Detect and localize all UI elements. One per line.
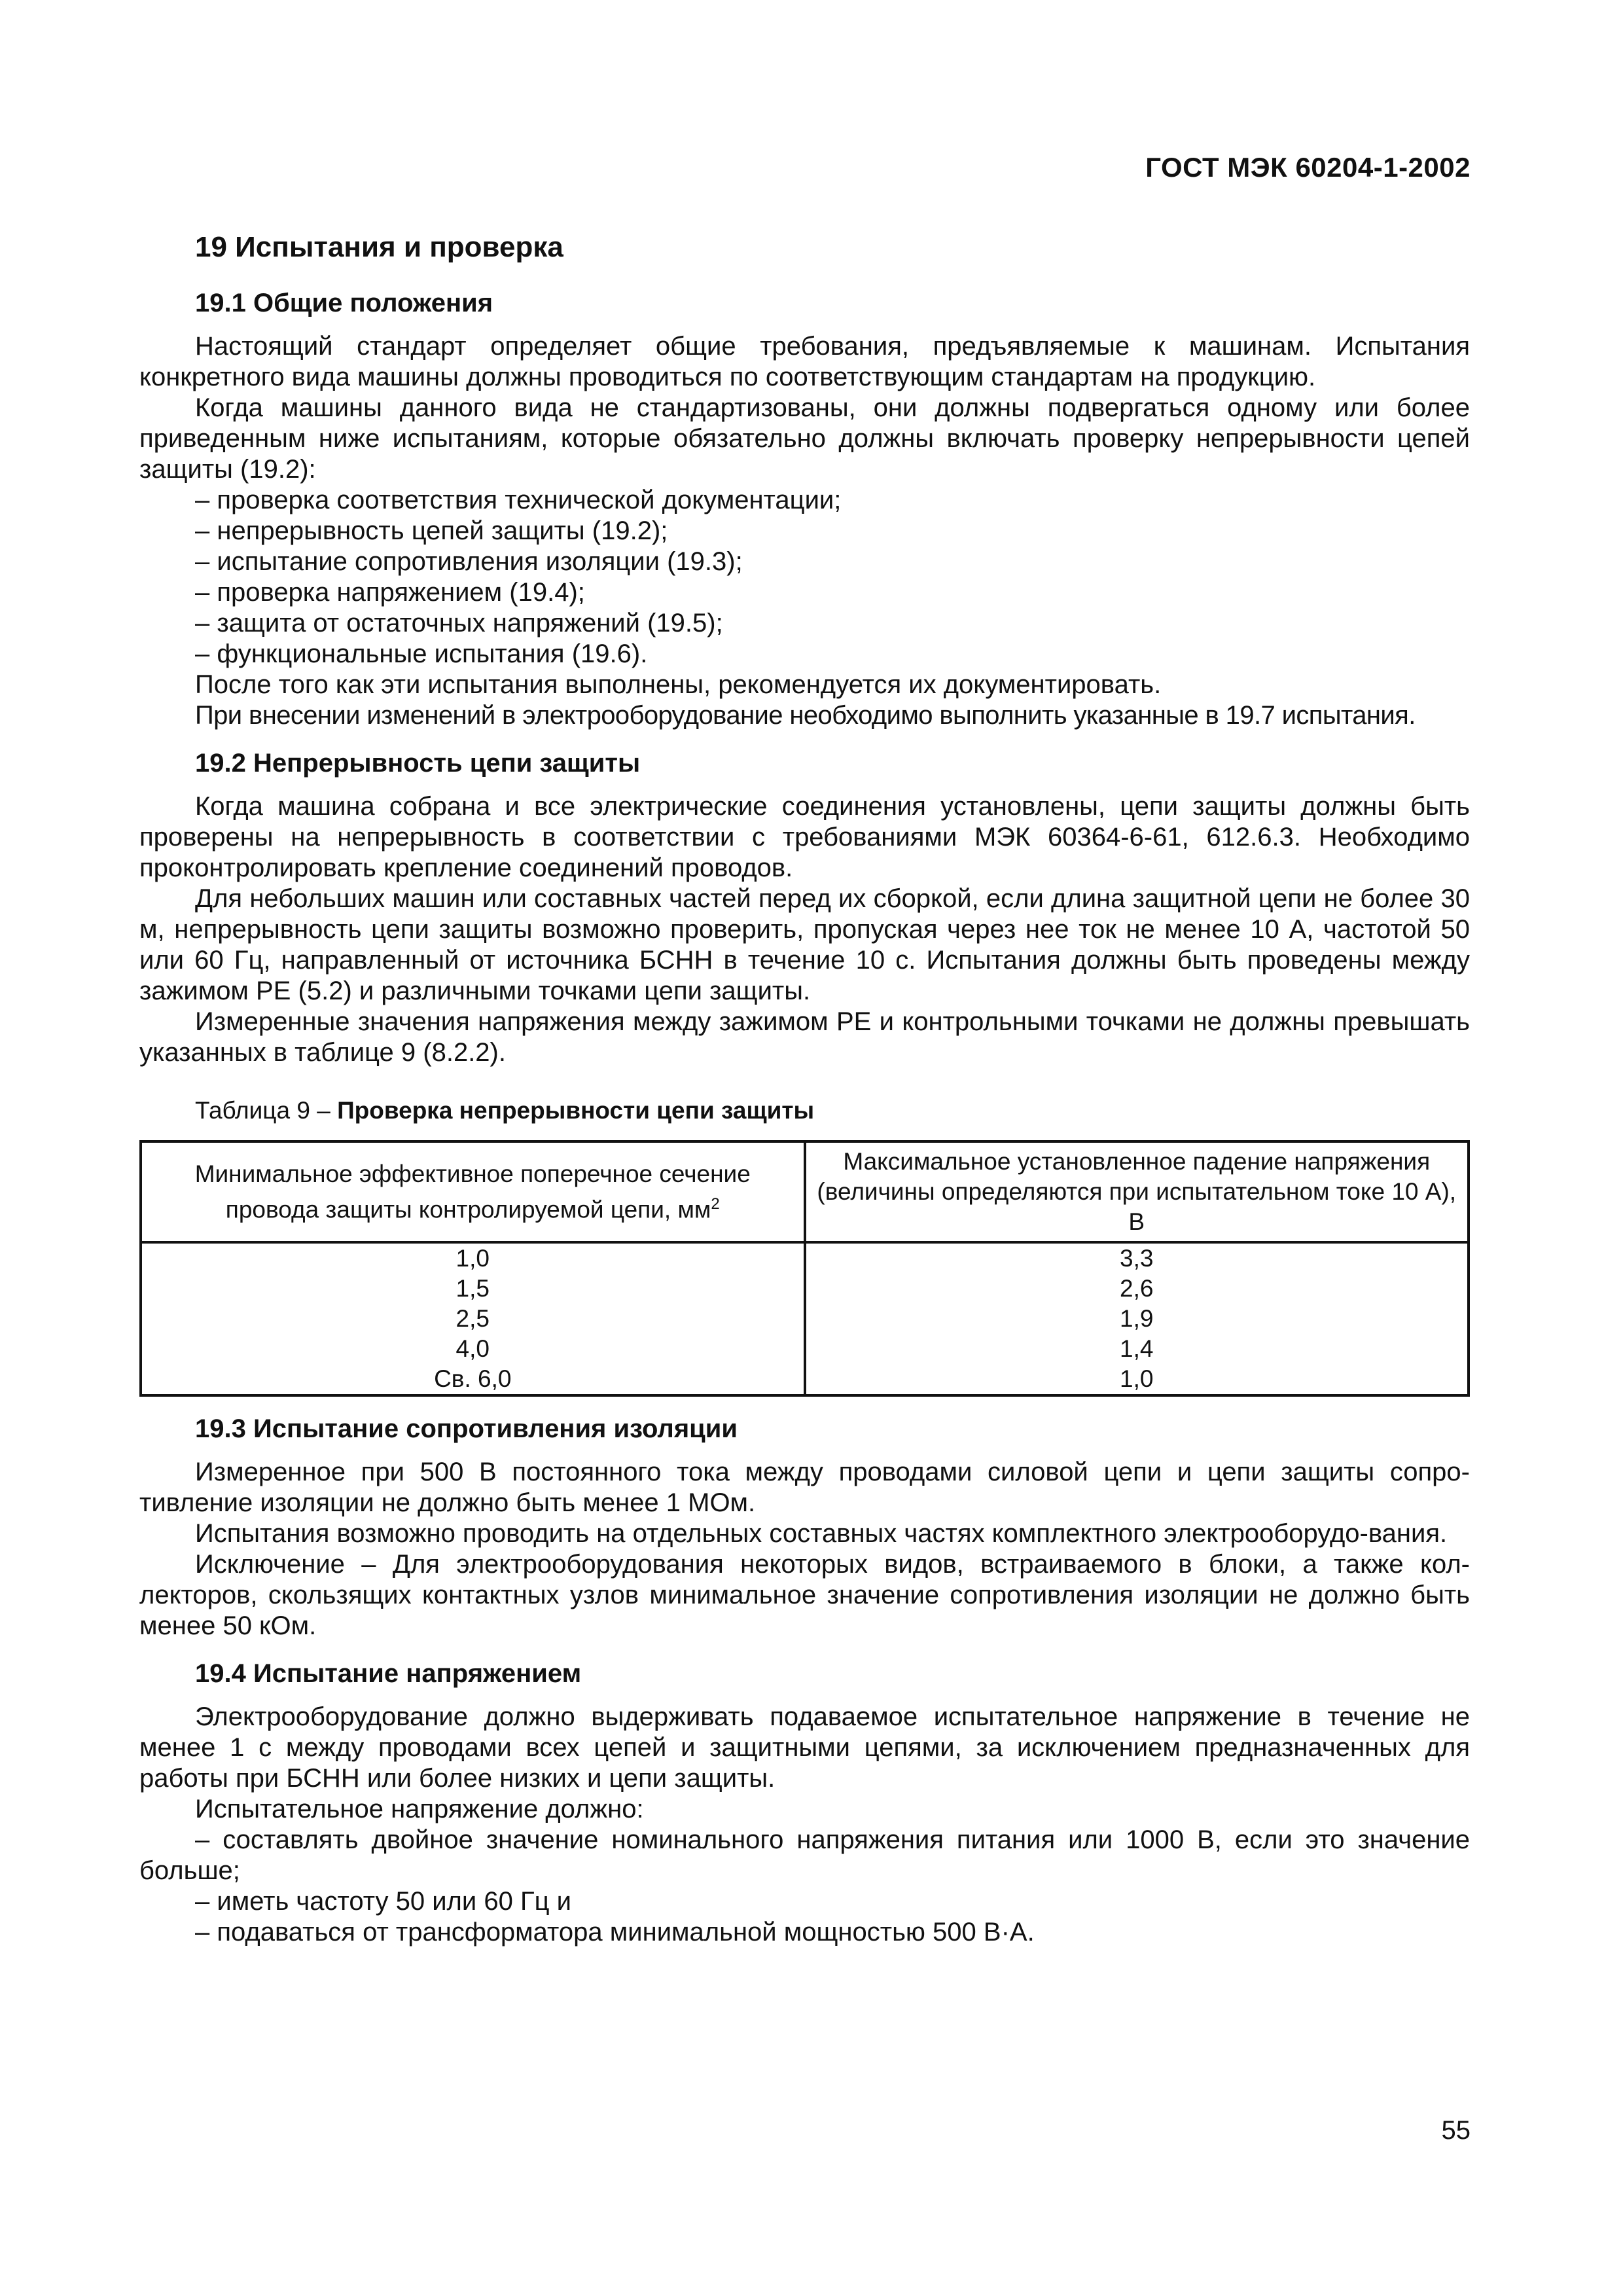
subsection-19-1-title: 19.1 Общие положения	[195, 289, 493, 317]
list-item: – проверка напряжением (19.4);	[195, 578, 585, 607]
table-header-row	[141, 1141, 1469, 1242]
table-row	[141, 1274, 1469, 1304]
subsection-19-4-title: 19.4 Испытание напряжением	[195, 1659, 582, 1688]
table-caption-title: Проверка непрерывности цепи защиты	[337, 1097, 815, 1124]
paragraph: Испытательное напряжение должно:	[195, 1795, 644, 1823]
paragraph: Для небольших машин или составных частей перед их сборкой, если длина защитной цепи не более 30 м, непрерывность цепи защиты возможно проверить, пропуская через нее ток не менее 10 А, частотой 50 или 60 Гц, направленный от источника БСНН в течение 10 с. Испытания должны быть проведены между зажимом РЕ (5.2) и различными точками цепи защиты.	[139, 884, 1470, 1005]
paragraph: Измеренное при 500 В постоянного тока между проводами силовой цепи и цепи защиты сопро-тивление изоляции не должно быть менее 1 МОм.	[139, 1458, 1470, 1517]
table-row	[141, 1364, 1469, 1395]
list-item: – испытание сопротивления изоляции (19.3);	[195, 547, 743, 576]
table-cell: 1,5	[141, 1274, 805, 1304]
table-cell: Св. 6,0	[141, 1364, 805, 1395]
paragraph: – составлять двойное значение номинального напряжения питания или 1000 В, если это значение больше;	[139, 1825, 1470, 1885]
column-header-text: провода защиты контролируемой цепи, мм	[225, 1196, 711, 1223]
table-caption	[195, 1096, 1470, 1126]
table-9	[139, 1140, 1470, 1397]
column-header-voltage-drop	[805, 1141, 1469, 1242]
paragraph: Когда машины данного вида не стандартизованы, они должны подвергаться одному или более приведенным ниже испытаниям, которые обязательно должны включать проверку непрерывности цепей защиты (19.2):	[139, 393, 1470, 484]
paragraph: Исключение – Для электрооборудования некоторых видов, встраиваемого в блоки, а также кол-лекторов, скользящих контактных узлов минимальное значение сопротивления изоляции не должно быть менее 50 кОм.	[139, 1550, 1470, 1640]
list-item: – проверка соответствия технической документации;	[195, 486, 842, 514]
table-cell: 4,0	[141, 1334, 805, 1364]
list-item: – подаваться от трансформатора минимальной мощностью 500 В·А.	[195, 1918, 1035, 1946]
paragraph: При внесении изменений в электрооборудование необходимо выполнить указанные в 19.7 испытания.	[195, 701, 1416, 730]
list-item: – иметь частоту 50 или 60 Гц и	[195, 1887, 571, 1916]
table-cell: 1,0	[805, 1364, 1469, 1395]
table-cell: 1,4	[805, 1334, 1469, 1364]
paragraph: Измеренные значения напряжения между зажимом РЕ и контрольными точками не должны превышать указанных в таблице 9 (8.2.2).	[139, 1007, 1470, 1067]
subsection-19-2-title: 19.2 Непрерывность цепи защиты	[195, 749, 641, 778]
column-header-text: Максимальное установленное падение напряжения	[843, 1148, 1431, 1175]
paragraph: Настоящий стандарт определяет общие требования, предъявляемые к машинам. Испытания конкретного вида машины должны проводиться по соответствующим стандартам на продукцию.	[139, 332, 1470, 391]
table-row	[141, 1304, 1469, 1334]
table-cell: 1,0	[141, 1242, 805, 1274]
paragraph: Электрооборудование должно выдерживать подаваемое испытательное напряжение в течение не менее 1 с между проводами всех цепей и защитными цепями, за исключением предназначенных для работы при БСНН или более низких и цепи защиты.	[139, 1702, 1470, 1793]
table-cell: 1,9	[805, 1304, 1469, 1334]
page-content	[139, 229, 1470, 1948]
list-item: – защита от остаточных напряжений (19.5);	[195, 609, 723, 637]
column-header-text: (величины определяются при испытательном токе 10 А), В	[817, 1178, 1457, 1235]
list-item: – функциональные испытания (19.6).	[195, 639, 648, 668]
table-cell: 2,6	[805, 1274, 1469, 1304]
paragraph: Испытания возможно проводить на отдельных составных частях комплектного электрооборудо-вания.	[195, 1519, 1448, 1548]
list-item: – непрерывность цепей защиты (19.2);	[195, 516, 668, 545]
paragraph: После того как эти испытания выполнены, рекомендуется их документировать.	[195, 670, 1162, 699]
paragraph: Когда машина собрана и все электрические соединения установлены, цепи защиты должны быть проверены на непрерывность в соответствии с требованиями МЭК 60364-6-61, 612.6.3. Необходимо проконтролировать крепление соединений проводов.	[139, 792, 1470, 882]
table-cell: 3,3	[805, 1242, 1469, 1274]
page-number: 55	[1441, 2116, 1471, 2145]
column-header-text: Минимальное эффективное поперечное сечение	[194, 1160, 751, 1187]
document-id: ГОСТ МЭК 60204-1-2002	[1145, 152, 1471, 183]
column-header-cross-section	[141, 1141, 805, 1242]
table-row	[141, 1242, 1469, 1274]
table-caption-prefix: Таблица 9 –	[195, 1097, 338, 1124]
table-row	[141, 1334, 1469, 1364]
section-title: 19 Испытания и проверка	[195, 231, 563, 263]
table-cell: 2,5	[141, 1304, 805, 1334]
superscript: 2	[711, 1194, 720, 1213]
subsection-19-3-title: 19.3 Испытание сопротивления изоляции	[195, 1414, 738, 1443]
